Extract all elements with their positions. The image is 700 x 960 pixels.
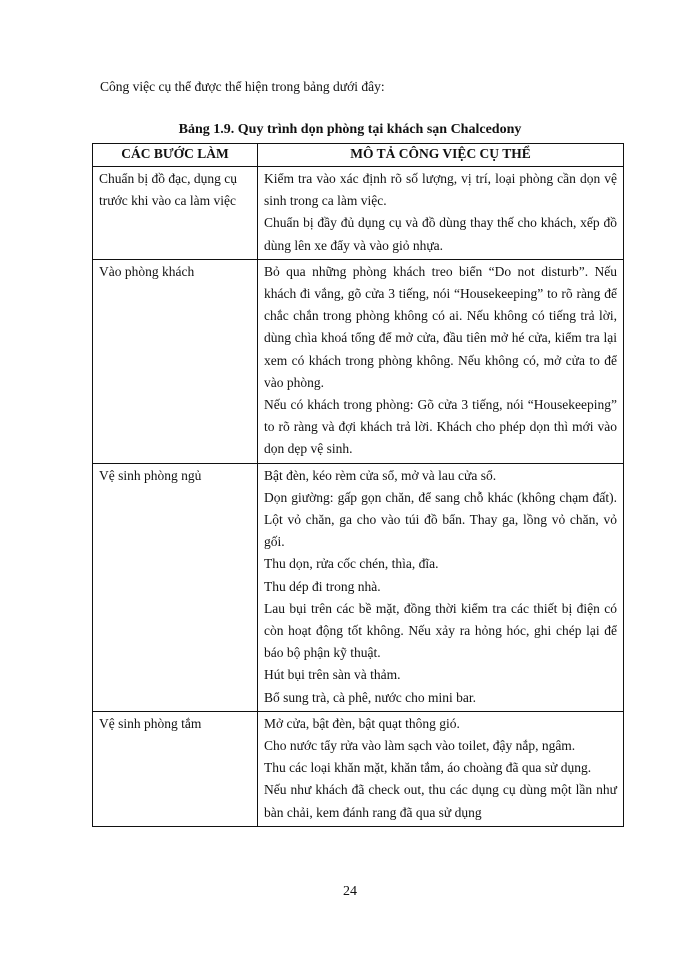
description-paragraph: Mở cửa, bật đèn, bật quạt thông gió. (264, 715, 460, 731)
description-paragraph: Dọn giường: gấp gọn chăn, để sang chỗ khác (không chạm đất). Lột vỏ chăn, ga cho vào túi đồ bẩn. Thay ga, lồng vỏ chăn, vỏ gối. (264, 489, 617, 550)
description-paragraph: Lau bụi trên các bề mặt, đồng thời kiểm tra các thiết bị điện có còn hoạt động tốt không. Nếu xảy ra hỏng hóc, ghi chép lại để báo bộ phận kỹ thuật. (264, 600, 617, 661)
description-paragraph: Hút bụi trên sàn và thảm. (264, 667, 401, 683)
description-paragraph: Nếu như khách đã check out, thu các dụng cụ dùng một lần như bàn chải, kem đánh rang đã qua sử dụng (264, 782, 617, 820)
description-paragraph: Bổ sung trà, cà phê, nước cho mini bar. (264, 689, 477, 705)
description-paragraph: Cho nước tẩy rửa vào làm sạch vào toilet, đậy nắp, ngâm. (264, 738, 576, 754)
table-header-row (93, 144, 624, 167)
step-cell: Vào phòng khách (93, 259, 258, 463)
description-paragraph: Bỏ qua những phòng khách treo biển “Do not disturb”. Nếu khách đi vắng, gõ cửa 3 tiếng, nói “Housekeeping” to rõ ràng để chắc chắn trong phòng không có ai. Nếu không có tiếng trả lời, dùng chìa khoá tổng để mở cửa, đầu tiên mở hé cửa, kiểm tra lại xem có khách trong phòng không. Nếu không có, mở cửa to để vào phòng. (264, 263, 617, 390)
table-row (93, 259, 624, 463)
step-cell: Chuẩn bị đồ đạc, dụng cụ trước khi vào ca làm việc (93, 167, 258, 260)
step-cell: Vệ sinh phòng tắm (93, 711, 258, 826)
description-cell (258, 711, 624, 826)
header-steps: CÁC BƯỚC LÀM (93, 144, 258, 167)
table-row (93, 463, 624, 711)
description-cell (258, 463, 624, 711)
step-cell: Vệ sinh phòng ngủ (93, 463, 258, 711)
description-paragraph: Bật đèn, kéo rèm cửa sổ, mở và lau cửa sổ. (264, 467, 497, 483)
description-paragraph: Thu dép đi trong nhà. (264, 578, 381, 594)
header-description: MÔ TẢ CÔNG VIỆC CỤ THỂ (258, 144, 624, 167)
page-number: 24 (343, 884, 357, 899)
description-cell (258, 259, 624, 463)
description-cell (258, 167, 624, 260)
description-paragraph: Kiểm tra vào xác định rõ số lượng, vị trí, loại phòng cần dọn vệ sinh trong ca làm việc. (264, 171, 617, 209)
description-paragraph: Nếu có khách trong phòng: Gõ cửa 3 tiếng, nói “Housekeeping” to rõ ràng và đợi khách trả lời. Khách cho phép dọn thì mới vào dọn dẹp vệ sinh. (264, 397, 617, 457)
description-paragraph: Chuẩn bị đầy đủ dụng cụ và đồ dùng thay thế cho khách, xếp đồ dùng lên xe đẩy và vào giỏ nhựa. (264, 215, 617, 253)
cleaning-procedure-table (92, 143, 624, 827)
intro-text: Công việc cụ thể được thể hiện trong bảng dưới đây: (100, 79, 385, 94)
table-caption: Bảng 1.9. Quy trình dọn phòng tại khách sạn Chalcedony (178, 122, 522, 137)
table-row (93, 167, 624, 260)
description-paragraph: Thu dọn, rửa cốc chén, thìa, đĩa. (264, 556, 439, 572)
table-row (93, 711, 624, 826)
description-paragraph: Thu các loại khăn mặt, khăn tắm, áo choàng đã qua sử dụng. (264, 760, 592, 776)
